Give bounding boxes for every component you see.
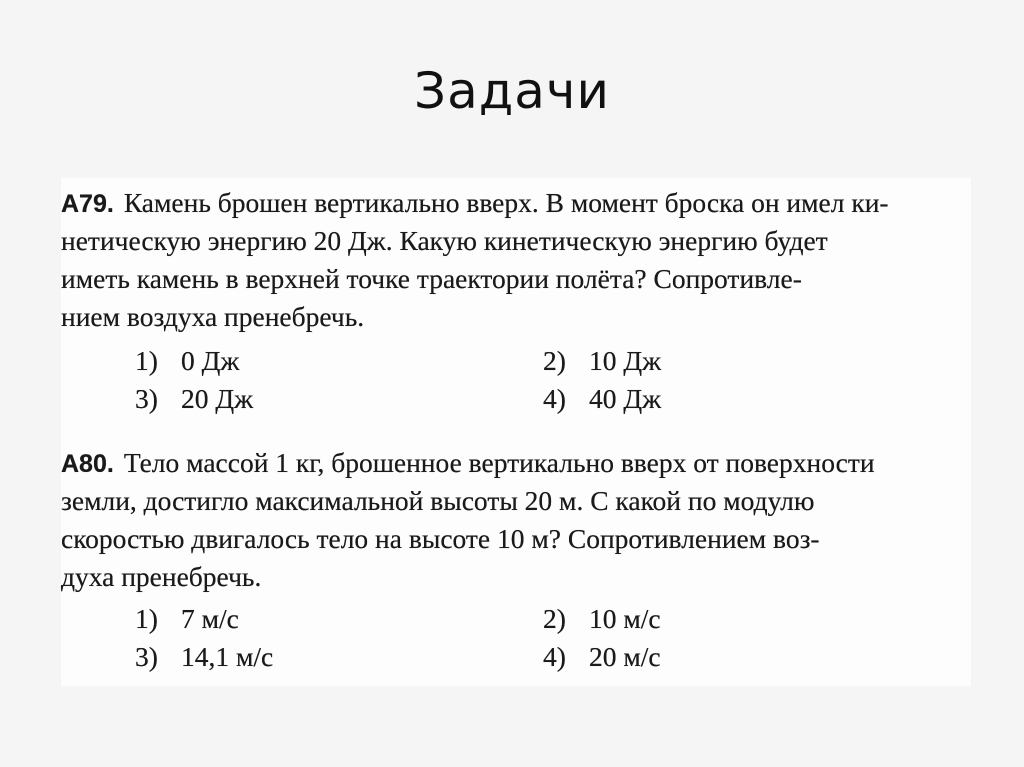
- problem-text: скоростью двигалось тело на высоте 10 м? Сопротивлением воз-: [61, 523, 820, 554]
- option-index: 2): [543, 345, 566, 376]
- problem-line: [61, 186, 889, 221]
- option-index: 2): [543, 603, 566, 634]
- problem-text: земли, достигло максимальной высоты 20 м. С какой по модулю: [61, 485, 815, 516]
- answer-option: [135, 640, 273, 674]
- option-value: 10 м/с: [589, 603, 661, 634]
- option-index: 1): [135, 603, 158, 634]
- answer-option: [543, 602, 661, 636]
- option-index: 4): [543, 641, 566, 672]
- problem-text: нетическую энергию 20 Дж. Какую кинетическую энергию будет: [61, 225, 828, 256]
- problem-text: Тело массой 1 кг, брошенное вертикально вверх от поверхности: [123, 447, 875, 478]
- option-value: 14,1 м/с: [181, 641, 274, 672]
- option-index: 3): [135, 383, 158, 414]
- scanned-problems: [61, 178, 971, 686]
- option-index: 1): [135, 345, 158, 376]
- option-index: 3): [135, 641, 158, 672]
- answer-option: [135, 602, 239, 636]
- option-index: 4): [543, 383, 566, 414]
- problem-number: А80.: [61, 450, 114, 478]
- option-value: 20 Дж: [181, 383, 254, 414]
- slide-title: Задачи: [414, 62, 610, 120]
- answer-option: [135, 382, 253, 416]
- option-value: 20 м/с: [589, 641, 661, 672]
- problem-text: иметь камень в верхней точке траектории полёта? Сопротивле-: [61, 263, 802, 294]
- answer-option: [543, 640, 661, 674]
- option-value: 10 Дж: [589, 345, 662, 376]
- answer-option: [543, 344, 661, 378]
- problem-text: нием воздуха пренебречь.: [61, 301, 365, 332]
- problem-text: Камень брошен вертикально вверх. В момент броска он имел ки-: [123, 187, 889, 218]
- problem-line: [61, 446, 875, 481]
- option-value: 40 Дж: [589, 383, 662, 414]
- answer-option: [543, 382, 661, 416]
- problem-number: А79.: [61, 190, 114, 218]
- option-value: 7 м/с: [181, 603, 239, 634]
- answer-option: [135, 344, 239, 378]
- option-value: 0 Дж: [181, 345, 240, 376]
- problem-text: духа пренебречь.: [61, 561, 262, 592]
